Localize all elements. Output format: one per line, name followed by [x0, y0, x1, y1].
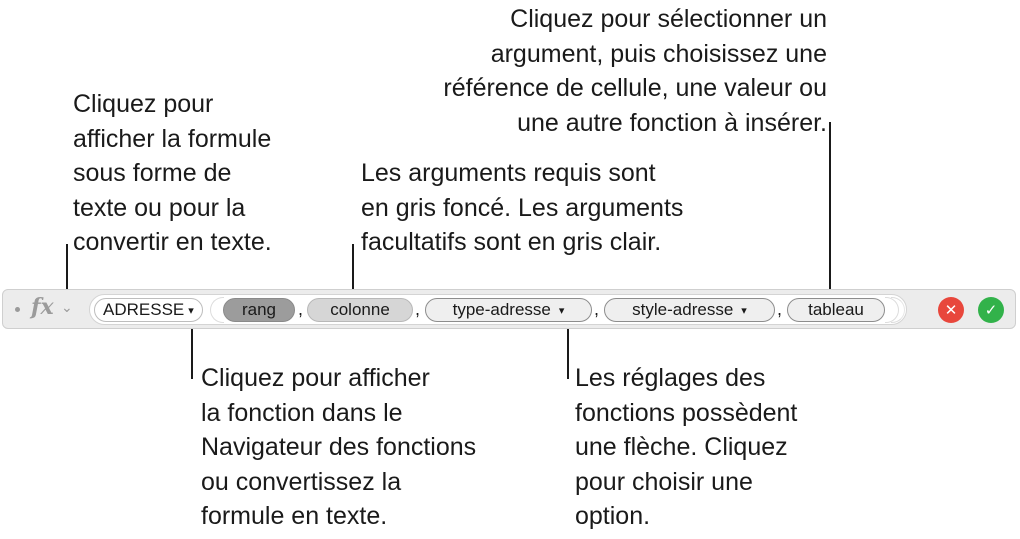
- drag-handle-icon[interactable]: [15, 307, 20, 312]
- argument-separator: ,: [298, 299, 304, 319]
- callout-line: facultatifs sont en gris clair.: [361, 228, 662, 256]
- callout-line: Navigateur des fonctions: [201, 433, 477, 461]
- caret-down-icon[interactable]: ▾: [558, 304, 565, 317]
- leader-line-required-args: [352, 244, 354, 294]
- callout-line: Cliquez pour: [73, 90, 214, 118]
- leader-line-argument-caret: [567, 321, 569, 379]
- argument-label: tableau: [808, 300, 864, 319]
- callout-line: en gris foncé. Les arguments: [361, 193, 684, 222]
- argument-token-style-adresse[interactable]: [604, 298, 775, 322]
- callout-line: Les réglages des: [575, 364, 766, 392]
- function-token[interactable]: [94, 298, 203, 322]
- formula-field[interactable]: [89, 294, 907, 325]
- argument-separator: ,: [777, 299, 783, 319]
- argument-separator: ,: [594, 299, 600, 319]
- leader-line-select-argument: [829, 122, 831, 296]
- open-paren: [210, 297, 224, 323]
- callout-line: la fonction dans le: [201, 398, 403, 427]
- close-paren-outer: [891, 297, 905, 323]
- callout-select-argument: [380, 2, 827, 140]
- argument-separator: ,: [415, 299, 421, 319]
- callout-line: Cliquez pour sélectionner un: [510, 5, 827, 33]
- callout-argument-options: [575, 361, 797, 534]
- callout-line: Les arguments requis sont: [361, 159, 656, 187]
- callout-line: une autre fonction à insérer.: [517, 108, 827, 137]
- leader-line-function-token: [191, 321, 193, 379]
- callout-line: option.: [575, 502, 651, 530]
- callout-function-browser: [201, 361, 476, 534]
- callout-line: une flèche. Cliquez: [575, 433, 788, 461]
- argument-label: type-adresse: [452, 300, 551, 319]
- callout-line: référence de cellule, une valeur ou: [443, 74, 827, 102]
- argument-token-colonne[interactable]: [307, 298, 413, 322]
- chevron-down-icon[interactable]: ⌄: [61, 299, 73, 315]
- caret-down-icon[interactable]: ▾: [741, 304, 747, 317]
- callout-line: sous forme de: [73, 159, 232, 187]
- argument-token-tableau[interactable]: [787, 298, 885, 322]
- accept-button[interactable]: ✓: [978, 297, 1004, 323]
- callout-line: fonctions possèdent: [575, 398, 798, 427]
- callout-line: formule en texte.: [201, 502, 388, 530]
- argument-label: rang: [241, 300, 277, 319]
- function-name: ADRESSE: [103, 300, 185, 319]
- callout-line: afficher la formule: [73, 124, 272, 153]
- argument-label: colonne: [330, 300, 390, 319]
- callout-line: ou convertissez la: [201, 467, 402, 496]
- callout-line: texte ou pour la: [73, 193, 246, 222]
- fx-icon[interactable]: fx: [31, 294, 54, 320]
- argument-label: style-adresse: [632, 300, 734, 319]
- cancel-button[interactable]: ✕: [938, 297, 964, 323]
- callout-line: Cliquez pour afficher: [201, 364, 430, 392]
- callout-line: pour choisir une: [575, 467, 753, 496]
- callout-formula-text: [73, 87, 272, 260]
- argument-token-type-adresse[interactable]: [425, 298, 592, 322]
- argument-token-rang[interactable]: [223, 298, 295, 322]
- callout-argument-colors: [361, 156, 683, 260]
- callout-line: argument, puis choisissez une: [490, 39, 827, 68]
- callout-line: convertir en texte.: [73, 228, 272, 256]
- formula-editor-bar: [2, 289, 1016, 329]
- caret-down-icon[interactable]: ▾: [188, 304, 194, 317]
